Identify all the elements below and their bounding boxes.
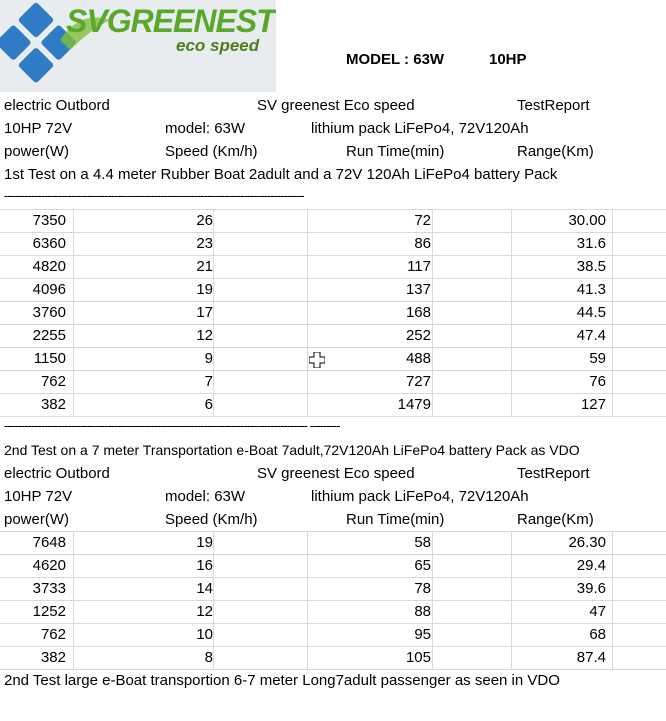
cell[interactable]: 10HP 72V — [4, 488, 73, 505]
table-cell[interactable]: 76 — [589, 373, 606, 390]
table-row — [0, 554, 666, 577]
table-cell[interactable]: 88 — [414, 603, 431, 620]
grid-line — [0, 232, 666, 233]
table-cell[interactable]: 4620 — [32, 557, 66, 574]
table-cell[interactable]: 2255 — [32, 327, 66, 344]
r1-separator-row-2 — [0, 416, 666, 439]
table-row — [0, 232, 666, 255]
column-header-speed[interactable]: Speed (Km/h) — [165, 511, 258, 528]
table-cell[interactable]: 137 — [405, 281, 431, 298]
column-header-runtime[interactable]: Run Time(min) — [346, 143, 445, 160]
table-cell[interactable]: 31.6 — [576, 235, 606, 252]
table-cell[interactable]: 38.5 — [576, 258, 606, 275]
grid-line — [0, 554, 666, 555]
table-row — [0, 600, 666, 623]
cell[interactable]: 10HP 72V — [4, 120, 73, 137]
grid-line — [0, 255, 666, 256]
grid-line — [0, 669, 666, 670]
grid-line — [0, 577, 666, 578]
table-cell[interactable]: 4820 — [32, 258, 66, 275]
table-cell[interactable]: 1252 — [32, 603, 66, 620]
table-cell[interactable]: 41.3 — [576, 281, 606, 298]
grid-line — [213, 209, 214, 416]
table-cell[interactable]: 16 — [196, 557, 213, 574]
table-cell[interactable]: 1479 — [397, 396, 431, 413]
r2-info-row-1 — [0, 462, 666, 485]
table-cell[interactable]: 10 — [196, 626, 213, 643]
table-cell[interactable]: 44.5 — [576, 304, 606, 321]
table-cell[interactable]: 7 — [204, 373, 213, 390]
hp-label: 10HP — [489, 51, 527, 68]
table-cell[interactable]: 86 — [414, 235, 431, 252]
table-row — [0, 255, 666, 278]
table-row — [0, 209, 666, 232]
table-row — [0, 324, 666, 347]
cell[interactable]: lithium pack LiFePo4, 72V120Ah — [311, 120, 529, 137]
table-cell[interactable]: 3733 — [32, 580, 66, 597]
grid-line — [0, 347, 666, 348]
logo-subtext: eco speed — [176, 36, 260, 55]
table-cell[interactable]: 6360 — [32, 235, 66, 252]
table-cell[interactable]: 105 — [405, 649, 431, 666]
table-cell[interactable]: 19 — [196, 534, 213, 551]
grid-line — [0, 209, 666, 210]
table-cell[interactable]: 9 — [204, 350, 213, 367]
table-cell[interactable]: 7648 — [32, 534, 66, 551]
table-cell[interactable]: 21 — [196, 258, 213, 275]
table-cell[interactable]: 68 — [589, 626, 606, 643]
table-cell[interactable]: 252 — [405, 327, 431, 344]
cell[interactable]: electric Outbord — [4, 465, 110, 482]
r2-column-headers — [0, 508, 666, 531]
grid-line — [0, 324, 666, 325]
table-cell[interactable]: 78 — [414, 580, 431, 597]
table-row — [0, 623, 666, 646]
table-cell[interactable]: 168 — [405, 304, 431, 321]
grid-line — [612, 209, 613, 416]
column-header-speed[interactable]: Speed (Km/h) — [165, 143, 258, 160]
grid-line — [0, 600, 666, 601]
table-cell[interactable]: 8 — [204, 649, 213, 666]
table-cell[interactable]: 29.4 — [576, 557, 606, 574]
cell[interactable]: TestReport — [517, 465, 590, 482]
table-cell[interactable]: 17 — [196, 304, 213, 321]
table-row — [0, 347, 666, 370]
logo-text: SVGREENEST — [66, 3, 275, 39]
column-header-power[interactable]: power(W) — [4, 511, 70, 528]
r2-info-row-2 — [0, 485, 666, 508]
cell-cursor-icon — [309, 352, 325, 368]
table-cell[interactable]: 72 — [414, 212, 431, 229]
table-cell[interactable]: 382 — [40, 649, 66, 666]
table-cell[interactable]: 65 — [414, 557, 431, 574]
cell[interactable]: SV greenest Eco speed — [257, 465, 415, 482]
table-cell[interactable]: 30.00 — [568, 212, 606, 229]
table-row — [0, 531, 666, 554]
grid-line — [0, 393, 666, 394]
grid-line — [0, 646, 666, 647]
column-header-range[interactable]: Range(Km) — [517, 511, 594, 528]
table-cell[interactable]: 762 — [40, 373, 66, 390]
r2-footer-row — [0, 669, 666, 692]
test-footer[interactable]: 2nd Test large e-Boat transportion 6-7 meter Long7adult passenger as seen in VDO — [4, 672, 560, 689]
table-cell[interactable]: 1150 — [33, 350, 66, 367]
table-cell[interactable]: 7350 — [32, 212, 66, 229]
table-cell[interactable]: 127 — [580, 396, 606, 413]
column-header-range[interactable]: Range(Km) — [517, 143, 594, 160]
table-cell[interactable]: 117 — [407, 258, 431, 275]
separator: ------------------------------------------------------------------------------------------- --------- — [4, 418, 340, 433]
table-cell[interactable]: 12 — [196, 603, 213, 620]
cell[interactable]: electric Outbord — [4, 97, 110, 114]
grid-line — [0, 278, 666, 279]
table-cell[interactable]: 14 — [196, 580, 213, 597]
table-cell[interactable]: 39.6 — [576, 580, 606, 597]
cell[interactable]: model: 63W — [165, 120, 246, 137]
table-cell[interactable]: 727 — [405, 373, 431, 390]
table-row — [0, 301, 666, 324]
table-cell[interactable]: 762 — [40, 626, 66, 643]
table-cell[interactable]: 488 — [405, 350, 431, 367]
separator: ------------------------------------------------------------------------------------------ — [4, 188, 304, 203]
table-row — [0, 278, 666, 301]
cell[interactable]: model: 63W — [165, 488, 246, 505]
table-cell[interactable]: 59 — [589, 350, 606, 367]
table-cell[interactable]: 26.30 — [568, 534, 606, 551]
table-cell[interactable]: 12 — [196, 327, 213, 344]
test-title[interactable]: 1st Test on a 4.4 meter Rubber Boat 2adult and a 72V 120Ah LiFePo4 battery Pack — [4, 166, 558, 183]
grid-line — [0, 531, 666, 532]
grid-line — [0, 623, 666, 624]
cell[interactable]: SV greenest Eco speed — [257, 97, 415, 114]
cell[interactable]: TestReport — [517, 97, 590, 114]
table-row — [0, 370, 666, 393]
grid-line — [0, 370, 666, 371]
table-cell[interactable]: 382 — [40, 396, 66, 413]
r1-title-row — [0, 163, 666, 186]
table-row — [0, 393, 666, 416]
table-cell[interactable]: 47 — [589, 603, 606, 620]
table-cell[interactable]: 3760 — [32, 304, 66, 321]
table-cell[interactable]: 6 — [204, 396, 213, 413]
grid-line — [73, 209, 74, 416]
table-cell[interactable]: 4096 — [32, 281, 66, 298]
r2-title-row — [0, 439, 666, 462]
table-row — [0, 646, 666, 669]
table-cell[interactable]: 47.4 — [576, 327, 606, 344]
model-label: MODEL : 63W — [346, 51, 445, 68]
table-cell[interactable]: 95 — [414, 626, 431, 643]
r1-separator-row — [0, 186, 666, 209]
grid-line — [307, 209, 308, 416]
table-cell[interactable]: 58 — [414, 534, 431, 551]
r1-info-row-2 — [0, 117, 666, 140]
grid-line — [511, 209, 512, 416]
column-header-power[interactable]: power(W) — [4, 143, 70, 160]
table-row — [0, 577, 666, 600]
cell[interactable]: lithium pack LiFePo4, 72V120Ah — [311, 488, 529, 505]
table-cell[interactable]: 87.4 — [576, 649, 606, 666]
r1-column-headers — [0, 140, 666, 163]
column-header-runtime[interactable]: Run Time(min) — [346, 511, 445, 528]
svgreenest-logo — [0, 0, 276, 92]
r1-info-row-1 — [0, 94, 666, 117]
table-cell[interactable]: 26 — [196, 212, 213, 229]
grid-line — [0, 301, 666, 302]
table-cell[interactable]: 19 — [196, 281, 213, 298]
test-title[interactable]: 2nd Test on a 7 meter Transportation e-Boat 7adult,72V120Ah LiFePo4 battery Pack as VDO — [4, 442, 580, 458]
grid-line — [0, 416, 666, 417]
grid-line — [432, 209, 433, 416]
table-cell[interactable]: 23 — [196, 235, 213, 252]
